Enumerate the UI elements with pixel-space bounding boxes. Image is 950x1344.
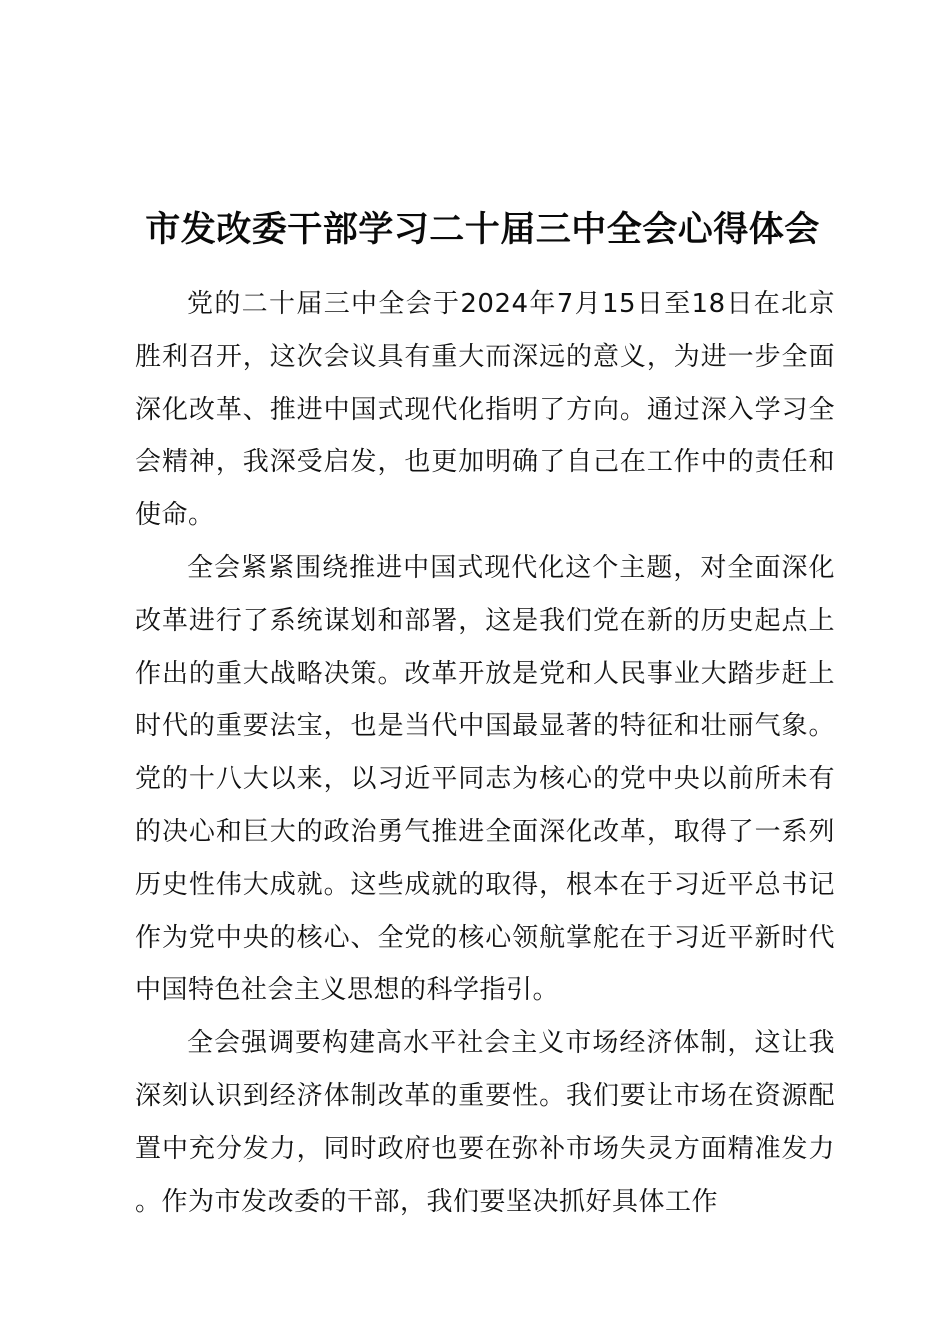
paragraph-3: 全会强调要构建高水平社会主义市场经济体制，这让我深刻认识到经济体制改革的重要性。我们要让市场在资源配置中充分发力，同时政府也要在弥补市场失灵方面精准发力。作为市发改委的干部，我们要坚决抓好具体工作 xyxy=(135,1028,835,1217)
paragraph-2: 全会紧紧围绕推进中国式现代化这个主题，对全面深化改革进行了系统谋划和部署，这是我们党在新的历史起点上作出的重大战略决策。改革开放是党和人民事业大踏步赶上时代的重要法宝，也是当代中国最显著的特征和壮丽气象。党的十八大以来，以习近平同志为核心的党中央以前所未有的决心和巨大的政治勇气推进全面深化改革，取得了一系列历史性伟大成就。这些成就的取得，根本在于习近平总书记作为党中央的核心、全党的核心领航掌舵在于习近平新时代中国特色社会主义思想的科学指引。 xyxy=(135,552,835,1006)
document-body xyxy=(135,278,835,1228)
paragraph-1: 党的二十届三中全会于2024年7月15日至18日在北京胜利召开，这次会议具有重大而深远的意义，为进一步全面深化改革、推进中国式现代化指明了方向。通过深入学习全会精神，我深受启发，也更加明确了自己在工作中的责任和使命。 xyxy=(135,289,835,531)
document-title: 市发改委干部学习二十届三中全会心得体会 xyxy=(145,210,820,250)
